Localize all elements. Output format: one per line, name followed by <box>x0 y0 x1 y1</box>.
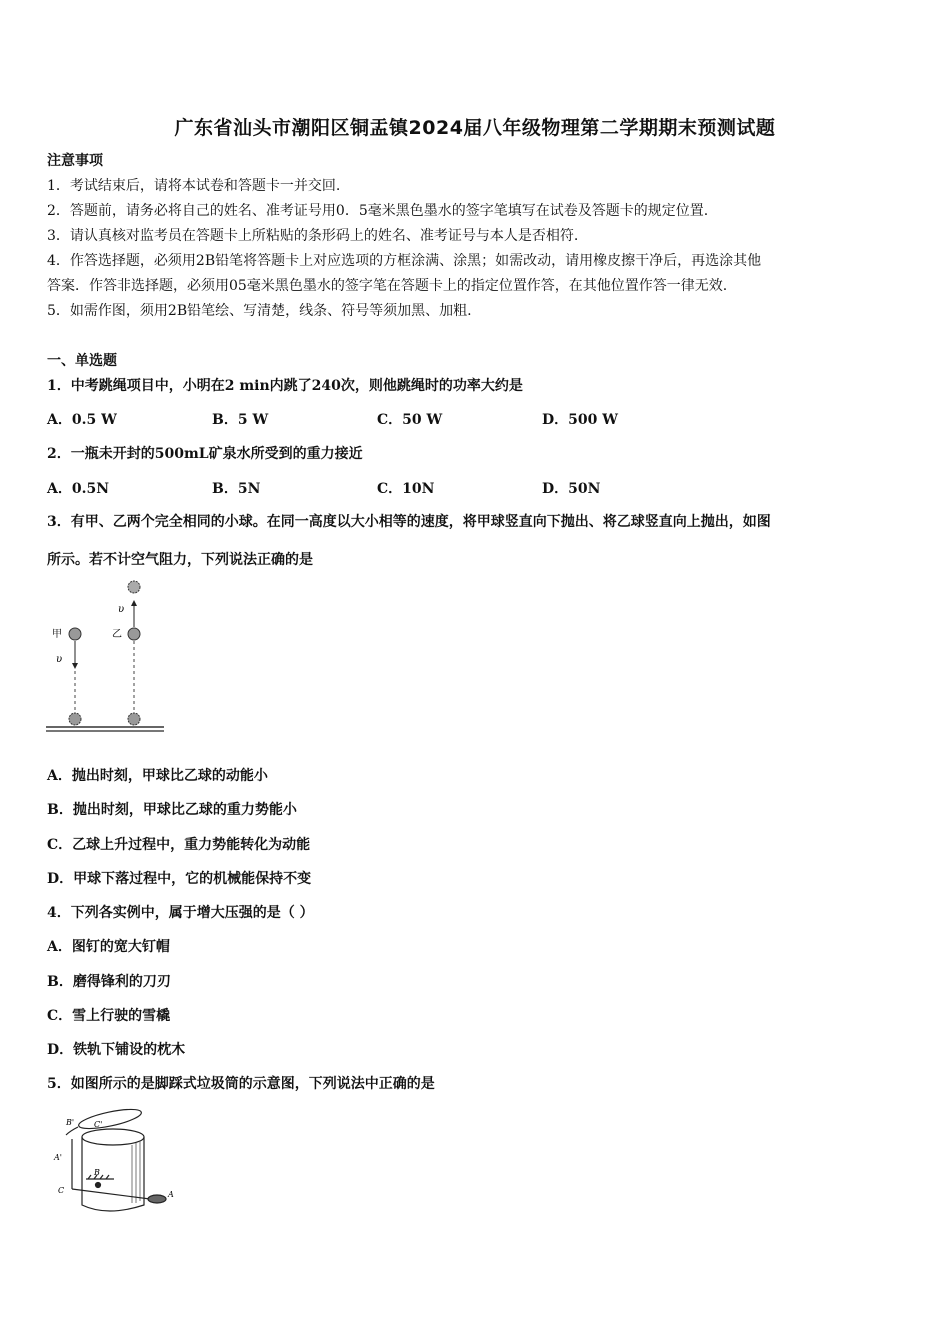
label-jia: 甲 <box>52 629 62 640</box>
q4-option-d: D．铁轨下铺设的枕木 <box>47 1042 186 1058</box>
q1-option-b: B．5 W <box>212 412 269 428</box>
q3-option-b: B．抛出时刻，甲球比乙球的重力势能小 <box>47 802 297 818</box>
page-title: 广东省汕头市潮阳区铜盂镇2024届八年级物理第二学期期末预测试题 <box>174 117 776 139</box>
can-body <box>82 1129 144 1211</box>
notice-item: 5．如需作图，须用2B铅笔绘、写清楚，线条、符号等须加黑、加粗. <box>47 303 472 319</box>
q3-option-c: C．乙球上升过程中，重力势能转化为动能 <box>47 837 311 853</box>
q1-option-d: D．500 W <box>542 412 618 428</box>
ball-jia-start <box>69 628 81 640</box>
label-velocity-up: υ <box>118 604 125 615</box>
lever <box>72 1139 166 1203</box>
label-b: B <box>94 1168 100 1177</box>
notice-item: 3．请认真核对监考员在答题卡上所粘贴的条形码上的姓名、准考证号与本人是否相符. <box>47 228 579 244</box>
question-5-stem: 5．如图所示的是脚踩式垃圾筒的示意图，下列说法中正确的是 <box>47 1076 435 1092</box>
q2-option-b: B．5N <box>212 481 261 497</box>
label-a-prime: A' <box>54 1153 62 1162</box>
question-3-stem-line1: 3．有甲、乙两个完全相同的小球。在同一高度以大小相等的速度，将甲球竖直向下抛出、将乙球竖直向上抛出，如图 <box>47 514 771 530</box>
section-heading: 一、单选题 <box>47 353 117 369</box>
question-3-stem-line2: 所示。若不计空气阻力，下列说法正确的是 <box>47 552 313 568</box>
label-c-prime: C' <box>94 1120 103 1129</box>
q1-option-a: A．0.5 W <box>47 412 117 428</box>
q3-figure-balls <box>44 575 174 740</box>
ball-yi-ground <box>128 713 140 725</box>
question-2-stem: 2．一瓶未开封的500mL矿泉水所受到的重力接近 <box>47 446 363 462</box>
ground <box>46 727 164 731</box>
label-yi: 乙 <box>112 629 122 640</box>
notice-item: 4．作答选择题，必须用2B铅笔将答题卡上对应选项的方框涂满、涂黑；如需改动，请用橡皮擦干净后，再选涂其他 <box>47 253 762 269</box>
question-1-stem: 1．中考跳绳项目中，小明在2 min内跳了240次，则他跳绳时的功率大约是 <box>47 378 523 394</box>
q2-option-d: D．50N <box>542 481 601 497</box>
label-b-prime: B' <box>66 1118 75 1127</box>
notice-heading: 注意事项 <box>47 153 103 169</box>
question-4-stem: 4．下列各实例中，属于增大压强的是（ ） <box>47 905 314 921</box>
q4-option-c: C．雪上行驶的雪橇 <box>47 1008 171 1024</box>
q3-option-a: A．抛出时刻，甲球比乙球的动能小 <box>47 768 268 784</box>
label-c: C <box>58 1186 65 1195</box>
label-a: A <box>168 1190 174 1199</box>
q4-option-b: B．磨得锋利的刀刃 <box>47 974 171 990</box>
q2-option-a: A．0.5N <box>47 481 110 497</box>
ball-yi-start <box>128 628 140 640</box>
notice-item: 答案．作答非选择题，必须用05毫米黑色墨水的签字笔在答题卡上的指定位置作答，在其他位置作答一律无效. <box>47 278 728 294</box>
q5-figure-trash-can <box>52 1105 182 1223</box>
ball-jia-ground <box>69 713 81 725</box>
q2-option-c: C．10N <box>377 481 435 497</box>
q3-option-d: D．甲球下落过程中，它的机械能保持不变 <box>47 871 312 887</box>
q4-option-a: A．图钉的宽大钉帽 <box>47 939 170 955</box>
notice-item: 1．考试结束后，请将本试卷和答题卡一并交回. <box>47 178 341 194</box>
label-velocity-down: υ <box>56 654 63 665</box>
ball-yi-top <box>128 581 140 593</box>
notice-item: 2．答题前，请务必将自己的姓名、准考证号用0．5毫米黑色墨水的签字笔填写在试卷及答题卡的规定位置. <box>47 203 709 219</box>
q1-option-c: C．50 W <box>377 412 443 428</box>
